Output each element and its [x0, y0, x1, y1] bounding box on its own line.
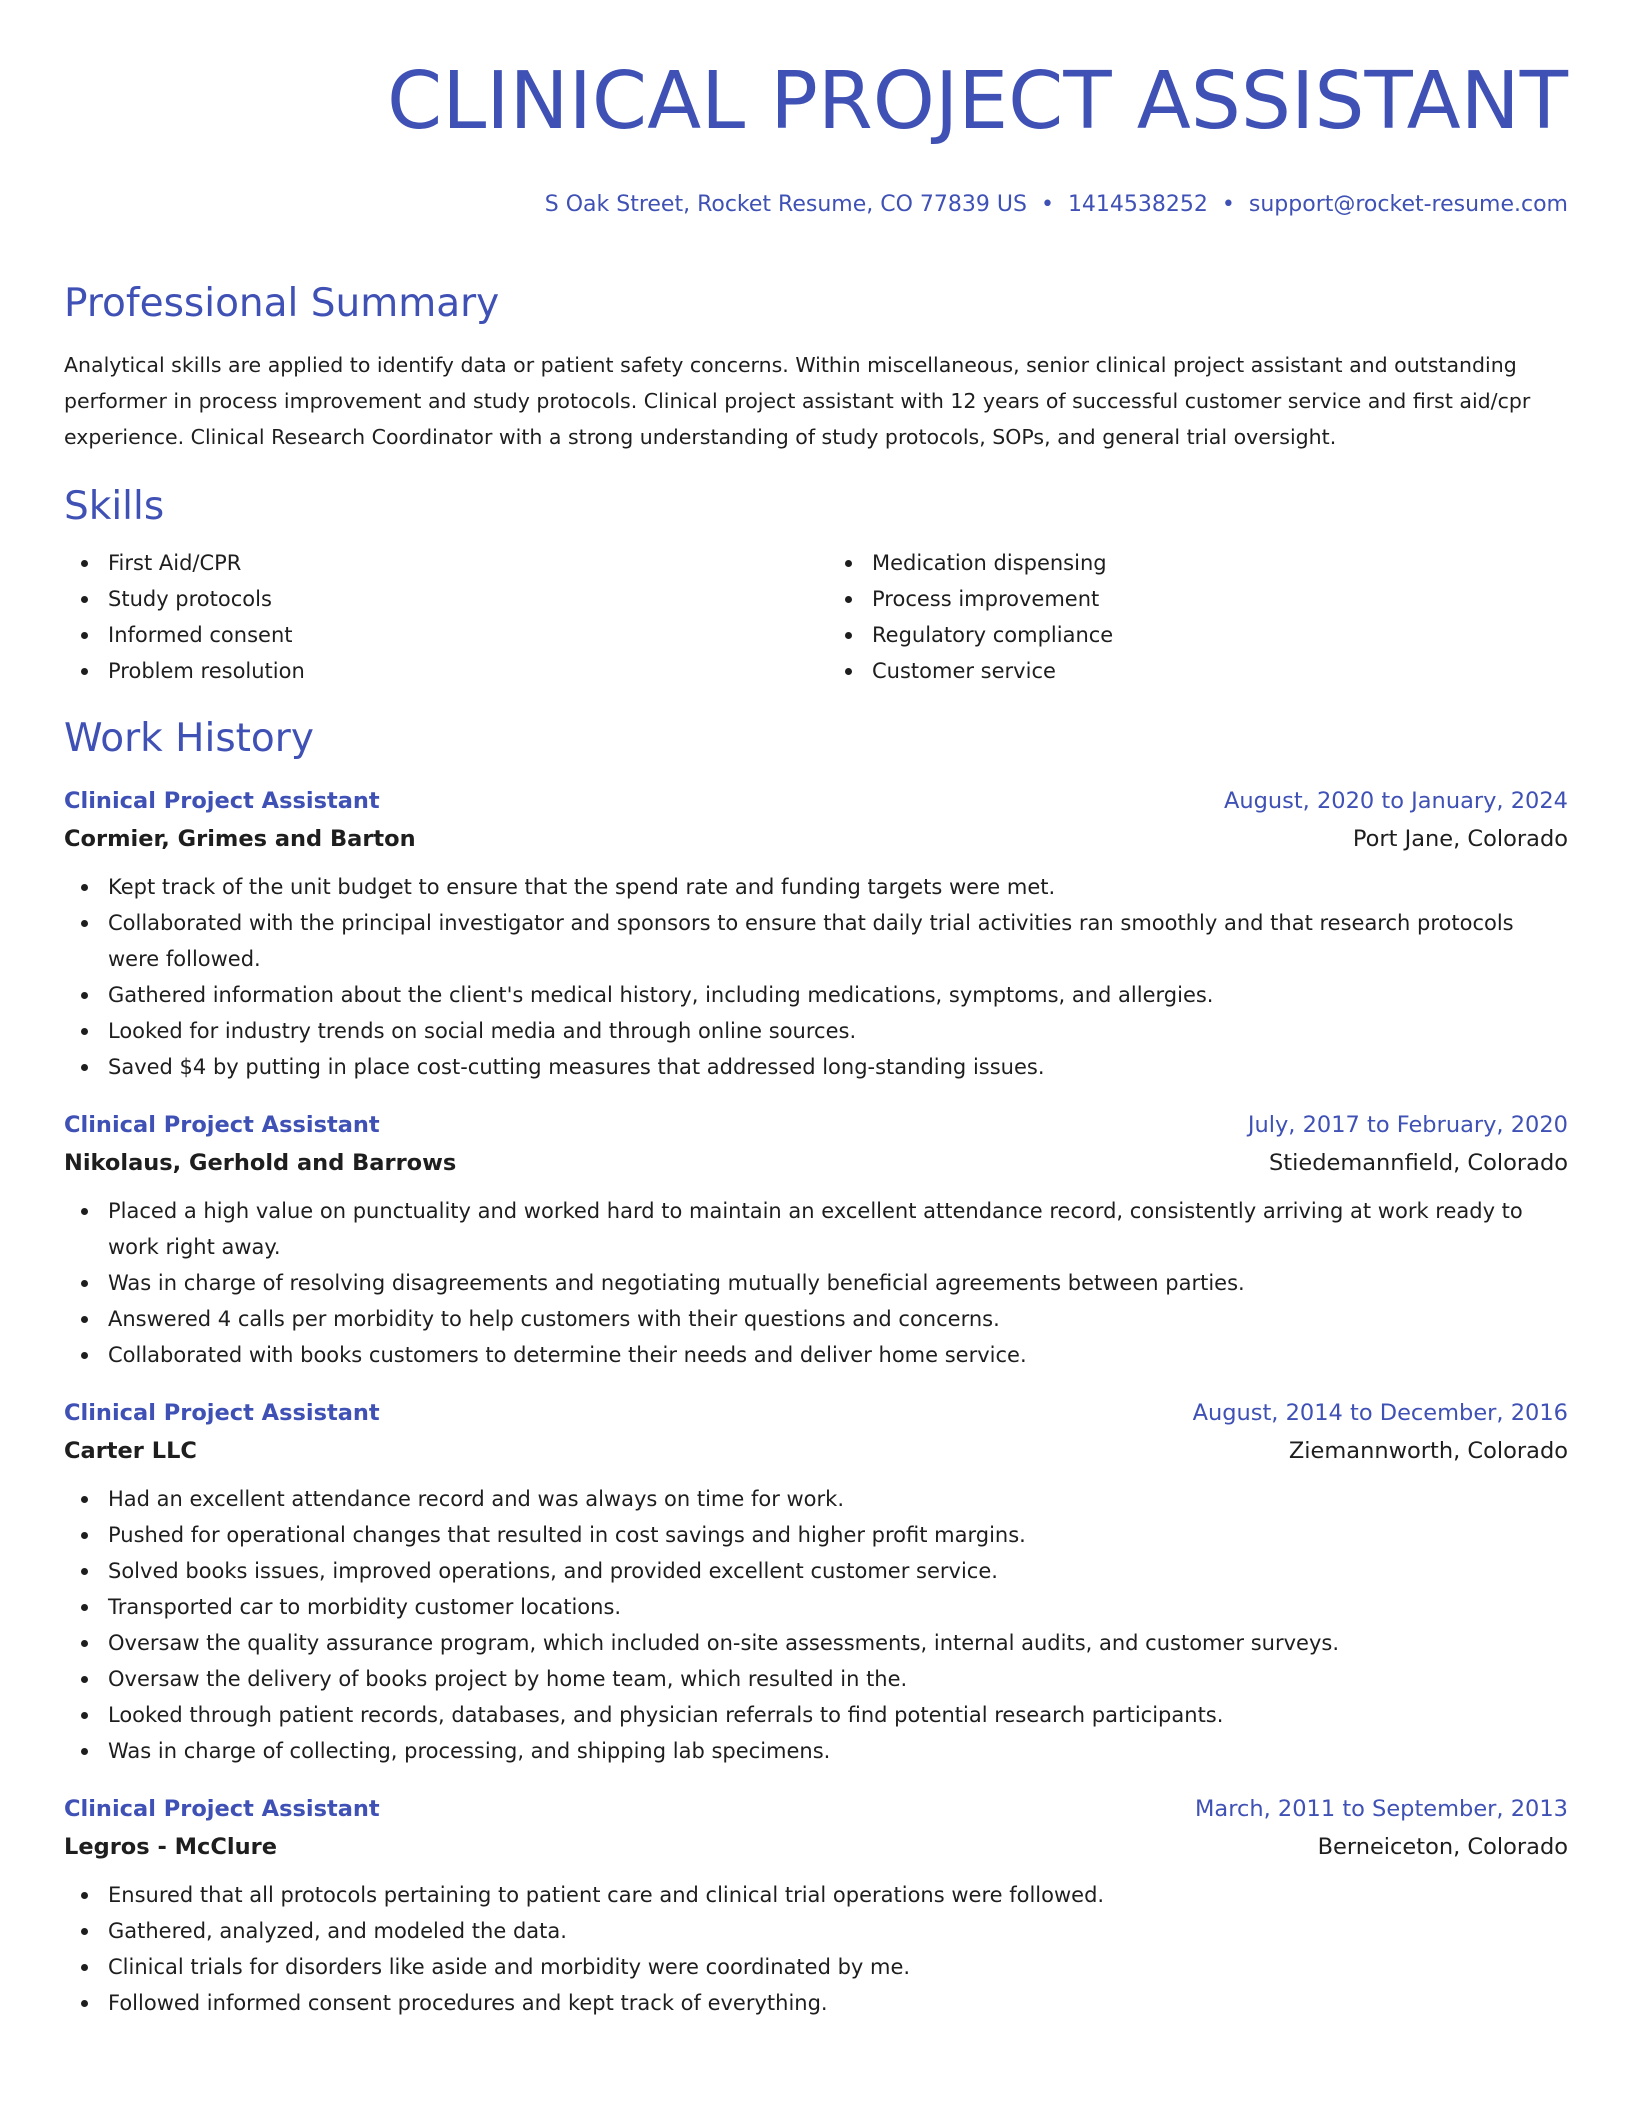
- summary-text: Analytical skills are applied to identify data or patient safety concerns. Within miscellaneous, senior clinical project assistant and outstanding performer in process improvement and study protocols. Clinical project assistant with 12 years of successful customer service and first aid/cpr experience. Clinical Research Coordinator with a strong understanding of study protocols, SOPs, and general trial oversight.: [64, 353, 1531, 449]
- job-title-row: [64, 1791, 1568, 1827]
- job-duties: [64, 1193, 1568, 1373]
- contact-separator: •: [1040, 192, 1054, 217]
- skill-item: Medication dispensing: [828, 545, 1568, 581]
- job-company: Nikolaus, Gerhold and Barrows: [64, 1150, 457, 1177]
- contact-line: [64, 190, 1568, 220]
- job-duty: Was in charge of collecting, processing, and shipping lab specimens.: [64, 1733, 1568, 1769]
- skill-item: First Aid/CPR: [64, 545, 804, 581]
- skill-item: Problem resolution: [64, 653, 804, 689]
- job-company-row: [64, 819, 1568, 859]
- contact-phone: 1414538252: [1067, 192, 1208, 217]
- skill-item: Regulatory compliance: [828, 617, 1568, 653]
- job-duty: Collaborated with books customers to determine their needs and deliver home service.: [64, 1337, 1568, 1373]
- skill-item: Process improvement: [828, 581, 1568, 617]
- job-title-row: [64, 1395, 1568, 1431]
- contact-email: support@rocket-resume.com: [1248, 192, 1568, 217]
- job-company: Carter LLC: [64, 1438, 197, 1465]
- job-entry: [64, 1791, 1568, 2021]
- job-title-row: [64, 783, 1568, 819]
- skills-column-left: [64, 545, 804, 689]
- resume-name: CLINICAL PROJECT ASSISTANT: [387, 55, 1568, 147]
- job-duties: [64, 1877, 1568, 2021]
- resume-header: [64, 0, 1568, 220]
- job-entry: [64, 783, 1568, 1085]
- skills-heading: Skills: [64, 484, 165, 530]
- job-duty: Saved $4 by putting in place cost-cutting measures that addressed long-standing issues.: [64, 1049, 1568, 1085]
- job-duty: Pushed for operational changes that resulted in cost savings and higher profit margins.: [64, 1517, 1568, 1553]
- skill-item: Customer service: [828, 653, 1568, 689]
- contact-address: S Oak Street, Rocket Resume, CO 77839 US: [544, 192, 1027, 217]
- job-title: Clinical Project Assistant: [64, 788, 380, 815]
- skills-column-right: [828, 545, 1568, 689]
- job-duty: Oversaw the delivery of books project by home team, which resulted in the.: [64, 1661, 1568, 1697]
- job-duty: Clinical trials for disorders like aside and morbidity were coordinated by me.: [64, 1949, 1568, 1985]
- job-title: Clinical Project Assistant: [64, 1400, 380, 1427]
- job-title: Clinical Project Assistant: [64, 1796, 380, 1823]
- job-entry: [64, 1395, 1568, 1769]
- job-location: Stiedemannfield, Colorado: [1269, 1150, 1568, 1177]
- job-location: Ziemannworth, Colorado: [1288, 1438, 1568, 1465]
- job-duty: Ensured that all protocols pertaining to patient care and clinical trial operations were followed.: [64, 1877, 1568, 1913]
- job-duties: [64, 1481, 1568, 1769]
- job-duty: Looked for industry trends on social media and through online sources.: [64, 1013, 1568, 1049]
- contact-separator: •: [1221, 192, 1235, 217]
- skill-item: Informed consent: [64, 617, 804, 653]
- job-company-row: [64, 1431, 1568, 1471]
- job-duty: Looked through patient records, databases, and physician referrals to find potential research participants.: [64, 1697, 1568, 1733]
- job-duty: Gathered information about the client's medical history, including medications, symptoms, and allergies.: [64, 977, 1568, 1013]
- job-title: Clinical Project Assistant: [64, 1112, 380, 1139]
- job-duty: Transported car to morbidity customer locations.: [64, 1589, 1568, 1625]
- skill-item: Study protocols: [64, 581, 804, 617]
- job-company: Legros - McClure: [64, 1834, 277, 1861]
- job-duty: Solved books issues, improved operations, and provided excellent customer service.: [64, 1553, 1568, 1589]
- skills-list: [64, 545, 1568, 689]
- job-duty: Was in charge of resolving disagreements and negotiating mutually beneficial agreements between parties.: [64, 1265, 1568, 1301]
- job-dates: July, 2017 to February, 2020: [1247, 1112, 1568, 1139]
- job-duty: Had an excellent attendance record and was always on time for work.: [64, 1481, 1568, 1517]
- job-location: Port Jane, Colorado: [1352, 826, 1568, 853]
- job-company: Cormier, Grimes and Barton: [64, 826, 416, 853]
- job-company-row: [64, 1827, 1568, 1867]
- job-title-row: [64, 1107, 1568, 1143]
- job-dates: August, 2020 to January, 2024: [1223, 788, 1568, 815]
- summary-heading: Professional Summary: [64, 281, 500, 326]
- job-duty: Kept track of the unit budget to ensure that the spend rate and funding targets were met.: [64, 869, 1568, 905]
- job-duty: Placed a high value on punctuality and worked hard to maintain an excellent attendance record, consistently arriving at work ready to work right away.: [64, 1193, 1568, 1265]
- job-duty: Gathered, analyzed, and modeled the data.: [64, 1913, 1568, 1949]
- job-duties: [64, 869, 1568, 1085]
- work-history-heading: Work History: [64, 716, 314, 762]
- job-location: Berneiceton, Colorado: [1317, 1834, 1568, 1861]
- job-duty: Answered 4 calls per morbidity to help customers with their questions and concerns.: [64, 1301, 1568, 1337]
- job-duty: Oversaw the quality assurance program, which included on-site assessments, internal audits, and customer surveys.: [64, 1625, 1568, 1661]
- job-duty: Collaborated with the principal investigator and sponsors to ensure that daily trial activities ran smoothly and that research protocols were followed.: [64, 905, 1568, 977]
- job-duty: Followed informed consent procedures and kept track of everything.: [64, 1985, 1568, 2021]
- job-dates: August, 2014 to December, 2016: [1192, 1400, 1568, 1427]
- job-dates: March, 2011 to September, 2013: [1195, 1796, 1568, 1823]
- job-company-row: [64, 1143, 1568, 1183]
- job-entry: [64, 1107, 1568, 1373]
